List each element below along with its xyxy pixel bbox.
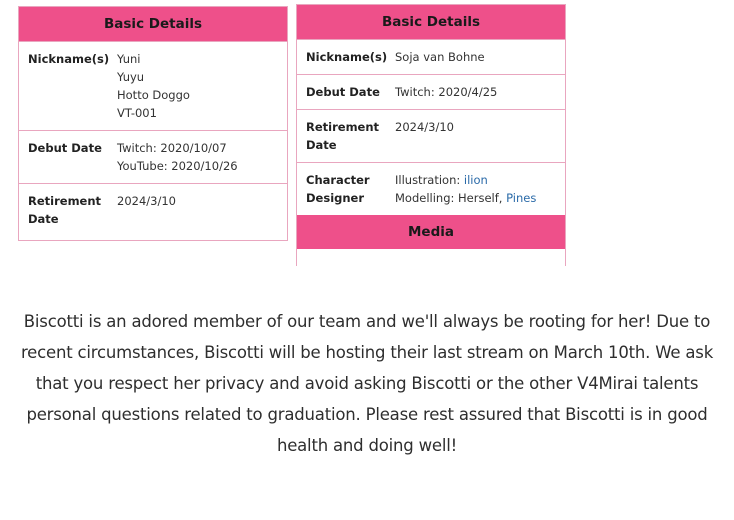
designer-row	[297, 162, 565, 215]
debut-youtube: YouTube: 2020/10/26	[117, 159, 238, 173]
card-header: Basic Details	[19, 7, 287, 41]
basic-details-card-right	[296, 4, 566, 266]
retirement-row	[19, 183, 287, 236]
nickname-value: Soja van Bohne	[395, 50, 485, 64]
modelling-link[interactable]: Pines	[506, 191, 537, 205]
nickname-value: Yuni	[117, 52, 141, 66]
retirement-row	[297, 109, 565, 162]
announcement-text: Biscotti is an adored member of our team and we'll always be rooting for her! Due to recent circumstances, Biscotti will be hosting their last stream on March 10th. We ask that you respect her privacy and avoid asking Biscotti or the other V4Mirai talents personal questions related to graduation. Please rest assured that Biscotti is in good health and doing well!	[20, 312, 714, 455]
debut-twitch: Twitch: 2020/4/25	[395, 85, 498, 99]
retirement-label: Retirement Date	[306, 120, 380, 152]
debut-twitch: Twitch: 2020/10/07	[117, 141, 227, 155]
illustration-line	[395, 171, 565, 189]
nickname-value: Yuyu	[117, 70, 145, 84]
debut-row	[19, 130, 287, 183]
card-header: Basic Details	[297, 5, 565, 39]
illustration-link[interactable]: ilion	[463, 173, 488, 187]
debut-label: Debut Date	[28, 141, 102, 155]
nickname-values	[117, 50, 287, 122]
modelling-line	[395, 189, 565, 207]
nickname-row	[19, 41, 287, 130]
retirement-value: 2024/3/10	[395, 120, 454, 134]
nickname-value: Hotto Doggo	[117, 88, 190, 102]
designer-label: Character Designer	[306, 173, 370, 205]
retirement-label: Retirement Date	[28, 194, 102, 226]
nickname-label: Nickname(s)	[28, 52, 110, 66]
debut-values	[117, 139, 287, 175]
media-header: Media	[297, 215, 565, 249]
debut-label: Debut Date	[306, 85, 380, 99]
nickname-row	[297, 39, 565, 74]
modelling-prefix: Modelling: Herself,	[395, 191, 507, 205]
illustration-prefix: Illustration:	[395, 173, 464, 187]
designer-values	[395, 171, 565, 207]
nickname-label: Nickname(s)	[306, 50, 388, 64]
retirement-value: 2024/3/10	[117, 194, 176, 208]
debut-row	[297, 74, 565, 109]
basic-details-card-left	[18, 6, 288, 241]
nickname-value: VT-001	[117, 106, 157, 120]
